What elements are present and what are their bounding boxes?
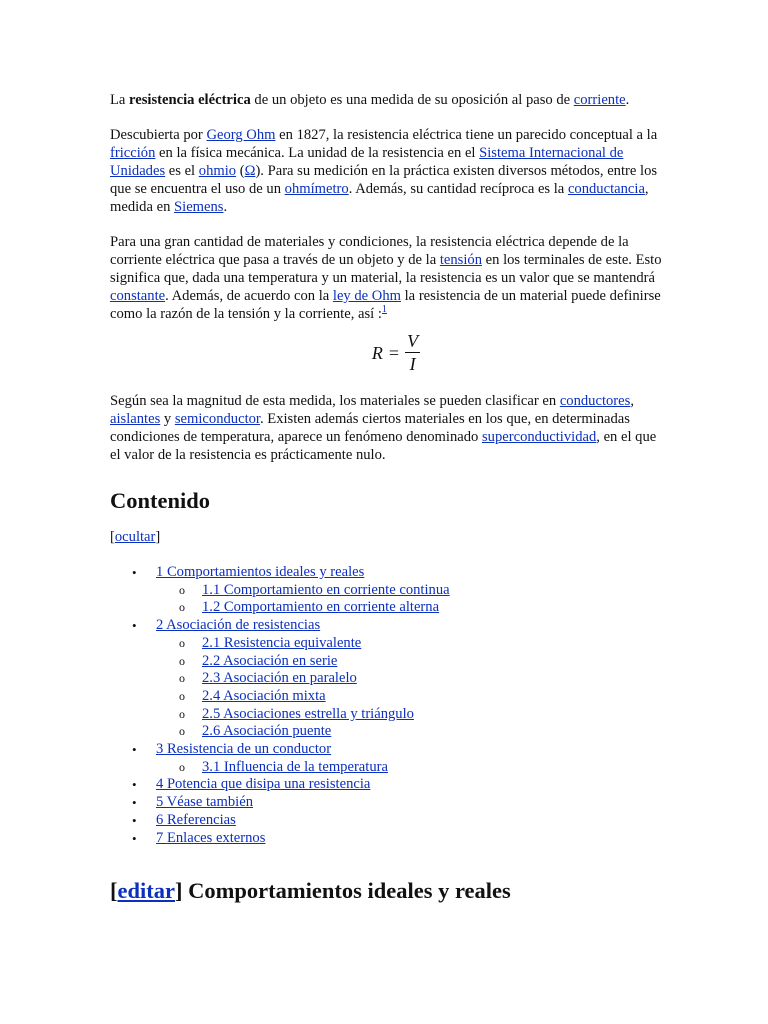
toc-item: [110, 741, 662, 776]
toc-sublink[interactable]: 1.2 Comportamiento en corriente alterna: [202, 599, 440, 616]
toc-sublink[interactable]: 1.1 Comportamiento en corriente continua: [202, 581, 450, 598]
toc-link[interactable]: 4 Potencia que disipa una resistencia: [156, 776, 371, 793]
text: (: [236, 163, 245, 179]
toc-link[interactable]: 6 Referencias: [156, 811, 236, 828]
link-siemens[interactable]: Siemens: [174, 199, 224, 215]
section-heading: [110, 878, 662, 904]
text: en los terminales de este. Esto significa que, dada una temperatura y un material, la resistencia es un valor que se mantendrá: [110, 252, 662, 286]
toc-sublist: [156, 582, 662, 617]
formula-denominator: I: [409, 354, 416, 374]
text: es el: [165, 163, 199, 179]
bracket: [: [110, 529, 115, 545]
toc-subitem: [156, 599, 662, 617]
text: La: [110, 92, 130, 108]
toc-subitem: [156, 723, 662, 741]
toc-sublist: [156, 759, 662, 777]
ohm-formula: [110, 331, 662, 374]
link-semiconductor[interactable]: semiconductor: [174, 411, 260, 427]
text: ,: [630, 393, 634, 409]
text: Según sea la magnitud de esta medida, los materiales se pueden clasificar en: [110, 393, 560, 409]
text: ). Para su medición en la práctica existen diversos métodos, entre los que se encuentra el uso de un: [110, 163, 658, 197]
formula-equals: =: [388, 342, 400, 363]
link-ohmimetro[interactable]: ohmímetro: [284, 181, 349, 197]
formula-fraction: [405, 331, 420, 374]
section-title: Comportamientos ideales y reales: [182, 878, 511, 904]
text: Para una gran cantidad de materiales y condiciones, la resistencia eléctrica depende de la corriente eléctrica que pasa a través de un objeto y de la: [110, 234, 629, 268]
toc-subitem: [156, 635, 662, 653]
formula-lhs: R: [371, 342, 383, 363]
toc-link[interactable]: 7 Enlaces externos: [156, 829, 266, 846]
link-conductores[interactable]: conductores: [559, 393, 631, 409]
reference-link[interactable]: 1: [381, 304, 387, 316]
toc-item: [110, 812, 662, 830]
link-sistema-internacional[interactable]: Sistema Internacional de Unidades: [110, 145, 624, 179]
text: en la física mecánica. La unidad de la resistencia en el: [155, 145, 480, 161]
ohm-law-paragraph: [110, 233, 662, 323]
toc-subitem: [156, 582, 662, 600]
link-omega[interactable]: Ω: [244, 163, 256, 179]
formula-numerator: V: [407, 331, 419, 351]
toc-sublist: [156, 635, 662, 741]
text: , medida en: [110, 181, 649, 215]
toc-sublink[interactable]: 2.4 Asociación mixta: [202, 687, 326, 704]
toc-sublink[interactable]: 2.5 Asociaciones estrella y triángulo: [202, 705, 414, 722]
bracket: [: [110, 878, 118, 904]
edit-section-link[interactable]: editar: [117, 878, 175, 904]
text: . Además, de acuerdo con la: [165, 288, 333, 304]
bracket: ]: [155, 529, 161, 545]
toc-item: [110, 830, 662, 848]
table-of-contents: [110, 564, 662, 847]
toc-item: [110, 794, 662, 812]
toc-link[interactable]: 2 Asociación de resistencias: [156, 617, 321, 634]
link-friccion[interactable]: fricción: [110, 145, 156, 161]
text: Descubierta por: [110, 127, 207, 143]
toc-subitem: [156, 706, 662, 724]
toc-link[interactable]: 3 Resistencia de un conductor: [156, 741, 332, 758]
toc-link[interactable]: 1 Comportamientos ideales y reales: [156, 564, 365, 580]
text: .: [625, 92, 630, 108]
toc-subitem: [156, 759, 662, 777]
text: . Además, su cantidad recíproca es la: [348, 181, 568, 197]
text: y: [160, 411, 175, 427]
link-ohmio[interactable]: ohmio: [198, 163, 237, 179]
text: .: [223, 199, 228, 215]
toc-item: [110, 776, 662, 794]
link-constante[interactable]: constante: [110, 288, 166, 304]
toc-sublink[interactable]: 2.2 Asociación en serie: [202, 652, 338, 669]
link-superconductividad[interactable]: superconductividad: [481, 429, 597, 445]
link-tension[interactable]: tensión: [439, 252, 482, 268]
text: de un objeto es una medida de su oposición al paso de: [250, 92, 574, 108]
intro-paragraph: [110, 91, 662, 109]
link-georg-ohm[interactable]: Georg Ohm: [206, 127, 276, 143]
link-ley-de-ohm[interactable]: ley de Ohm: [332, 288, 401, 304]
toc-link[interactable]: 5 Véase también: [156, 794, 253, 811]
link-aislantes[interactable]: aislantes: [110, 411, 161, 427]
toc-item: [110, 617, 662, 741]
bracket: ]: [174, 878, 183, 904]
toc-subitem: [156, 670, 662, 688]
toc-subitem: [156, 653, 662, 671]
toc-heading: Contenido: [110, 488, 211, 513]
toc-hide-link[interactable]: ocultar: [114, 529, 156, 545]
toc-sublink[interactable]: 2.3 Asociación en paralelo: [202, 670, 357, 687]
toc-sublink[interactable]: 2.6 Asociación puente: [202, 723, 332, 740]
toc-sublink[interactable]: 3.1 Influencia de la temperatura: [202, 758, 388, 775]
classification-paragraph: [110, 392, 662, 464]
bold-term: resistencia eléctrica: [129, 92, 251, 108]
text: en 1827, la resistencia eléctrica tiene un parecido conceptual a la: [275, 127, 658, 143]
history-paragraph: [110, 126, 662, 216]
toc-sublink[interactable]: 2.1 Resistencia equivalente: [202, 634, 362, 651]
link-corriente[interactable]: corriente: [573, 92, 626, 108]
text: la resistencia de un material puede definirse como la razón de la tensión y la corriente, así :: [110, 288, 661, 322]
text: . Existen además ciertos materiales en los que, en determinadas condiciones de temperatura, aparece un fenómeno denominado: [110, 411, 630, 445]
toc-subitem: [156, 688, 662, 706]
toc-toggle: [110, 528, 662, 546]
text: , en el que el valor de la resistencia es prácticamente nulo.: [110, 429, 657, 463]
article-body: [110, 91, 662, 918]
toc-item: [110, 564, 662, 617]
link-conductancia[interactable]: conductancia: [567, 181, 645, 197]
